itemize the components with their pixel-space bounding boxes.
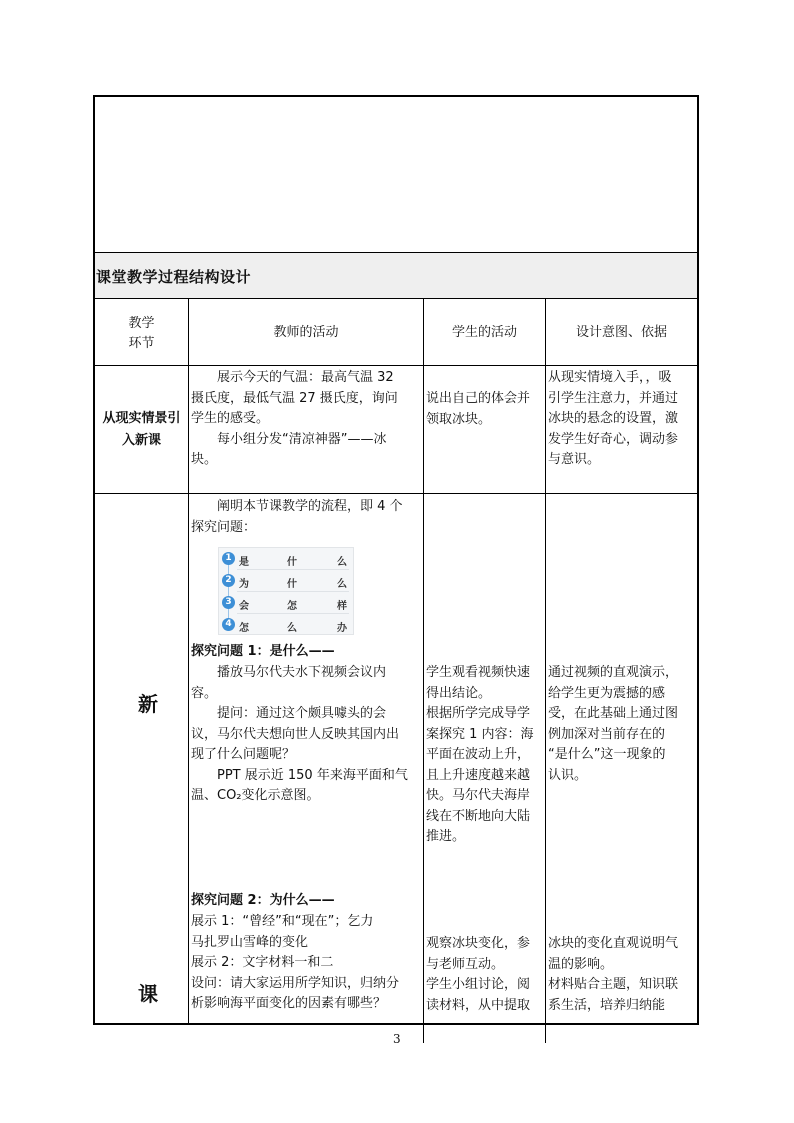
col-divider-1 (188, 298, 189, 1025)
header-stage-line2: 环节 (128, 336, 155, 351)
text-line: 通过视频的直观演示， (548, 665, 679, 680)
header-stage (95, 314, 188, 354)
text-line: 说出自己的体会并 (426, 391, 531, 406)
text-line: 温的影响。 (548, 956, 614, 972)
section-title: 课堂教学过程结构设计 (96, 268, 252, 286)
header-bottom-border (95, 365, 697, 366)
text-line: 受，在此基础上通过图 (548, 706, 679, 721)
question-char: 么 (287, 623, 297, 634)
row1-teacher-text (191, 368, 398, 471)
number-badge-icon: 3 (222, 596, 235, 609)
text-line: 块。 (191, 452, 218, 467)
question-char: 办 (337, 623, 347, 634)
stage-lesson-char: 课 (138, 982, 158, 1006)
text-line: 温、CO₂变化示意图。 (191, 788, 320, 803)
text-line: 案探究 1 内容：海 (426, 726, 534, 742)
text-line: 与意识。 (548, 452, 601, 467)
text-line: 与老师互动。 (426, 956, 505, 972)
col-divider-right (697, 298, 698, 1025)
header-design: 设计意图、依据 (575, 325, 667, 340)
text-line: 提问：通过这个颇具噱头的会 (191, 706, 387, 721)
text-line: 观察冰块变化，参 (426, 936, 531, 951)
text-line: 阐明本节课教学的流程，即 4 个 (191, 499, 403, 514)
text-line: 学生小组讨论，阅 (426, 977, 531, 992)
text-line: 冰块的变化直观说明气 (548, 936, 679, 951)
number-badge-icon: 2 (222, 574, 235, 587)
row2-intro-text (191, 497, 403, 538)
lesson-table-frame (93, 95, 699, 1025)
stage-intro-line1: 从现实情景引 (102, 411, 181, 426)
text-line: 得出结论。 (426, 685, 492, 701)
q2-design-text (548, 934, 678, 1016)
question-char: 么 (337, 579, 347, 590)
text-line: 现了什么问题呢？ (191, 747, 296, 762)
question-char: 么 (337, 557, 347, 568)
text-line: 议，马尔代夫想向世人反映其国内出 (191, 726, 400, 742)
text-line: 从现实情境入手，，吸 (548, 370, 672, 385)
text-line: 引学生注意力，并通过 (548, 390, 679, 406)
text-line: 推进。 (426, 829, 466, 844)
question-char: 怎 (287, 601, 297, 612)
text-line: 每小组分发“清凉神器”——冰 (191, 431, 387, 447)
question-char: 会 (239, 601, 249, 612)
text-line: 马扎罗山雪峰的变化 (191, 934, 309, 950)
text-line: 展示今天的气温：最高气温 32 (191, 370, 394, 385)
text-line: 发学生好奇心，调动参 (548, 431, 679, 447)
question-char: 样 (337, 601, 347, 612)
text-line: 根据所学完成导学 (426, 706, 531, 721)
question-row-3 (219, 592, 353, 614)
question-char: 怎 (239, 623, 249, 634)
text-line: 摄氏度，最低气温 27 摄氏度，询问 (191, 390, 398, 406)
number-badge-icon: 1 (222, 552, 235, 565)
text-line: 冰块的悬念的设置，激 (548, 411, 679, 426)
text-line: 材料贴合主题，知识联 (548, 977, 679, 992)
question-char: 为 (239, 579, 249, 590)
header-teacher: 教师的活动 (273, 325, 339, 340)
row1-bottom-border (95, 493, 697, 494)
text-line: 线在不断地向大陆 (426, 808, 531, 824)
header-student: 学生的活动 (451, 325, 517, 340)
header-top-border (95, 298, 697, 299)
text-line: 设问：请大家运用所学知识，归纳分 (191, 975, 400, 991)
text-line: 例加深对当前存在的 (548, 726, 666, 742)
question-row-4 (219, 614, 353, 636)
page-number: 3 (393, 1032, 401, 1046)
stage-new-char: 新 (138, 692, 158, 716)
q2-teacher-text (191, 912, 399, 1015)
text-line: 学生的感受。 (191, 411, 270, 426)
text-line: 播放马尔代夫水下视频会议内 (191, 665, 387, 680)
col-divider-3 (545, 298, 546, 1043)
question-row-1 (219, 548, 353, 570)
text-line: 析影响海平面变化的因素有哪些？ (191, 996, 387, 1011)
question-char: 是 (239, 557, 249, 568)
text-line: 展示 2：文字材料一和二 (191, 955, 334, 970)
row1-design-text (548, 368, 678, 471)
col-divider-2 (423, 298, 424, 1043)
stage-intro-line2: 入新课 (121, 433, 161, 448)
header-stage-line1: 教学 (128, 316, 155, 331)
text-line: 展示 1：“曾经”和“现在”；乞力 (191, 914, 374, 929)
text-line: 读材料，从中提取 (426, 997, 531, 1013)
section-top-border (95, 252, 697, 253)
text-line: PPT 展示近 150 年来海平面和气 (191, 767, 408, 783)
q1-student-text (426, 663, 534, 848)
text-line: 平面在波动上升， (426, 747, 531, 762)
text-line: 领取冰块。 (426, 411, 492, 427)
q1-design-text (548, 663, 678, 786)
q1-teacher-text (191, 663, 408, 807)
stage-intro (95, 408, 188, 452)
question-char: 什 (287, 579, 297, 590)
row1-student-text (426, 389, 530, 430)
question-char: 什 (287, 557, 297, 568)
text-line: 且上升速度越来越 (426, 767, 531, 783)
text-line: “是什么”这一现象的 (548, 747, 666, 762)
question-row-2 (219, 570, 353, 592)
number-badge-icon: 4 (222, 618, 235, 631)
text-line: 探究问题： (191, 519, 257, 535)
q2-title: 探究问题 2：为什么—— (191, 893, 335, 908)
text-line: 快。马尔代夫海岸 (426, 788, 531, 803)
q1-title: 探究问题 1：是什么—— (191, 644, 335, 659)
text-line: 容。 (191, 685, 218, 701)
q2-student-text (426, 934, 530, 1016)
text-line: 给学生更为震撼的感 (548, 685, 666, 701)
text-line: 学生观看视频快速 (426, 665, 531, 680)
text-line: 认识。 (548, 767, 588, 783)
four-questions-graphic (218, 547, 354, 635)
text-line: 系生活，培养归纳能 (548, 997, 666, 1013)
